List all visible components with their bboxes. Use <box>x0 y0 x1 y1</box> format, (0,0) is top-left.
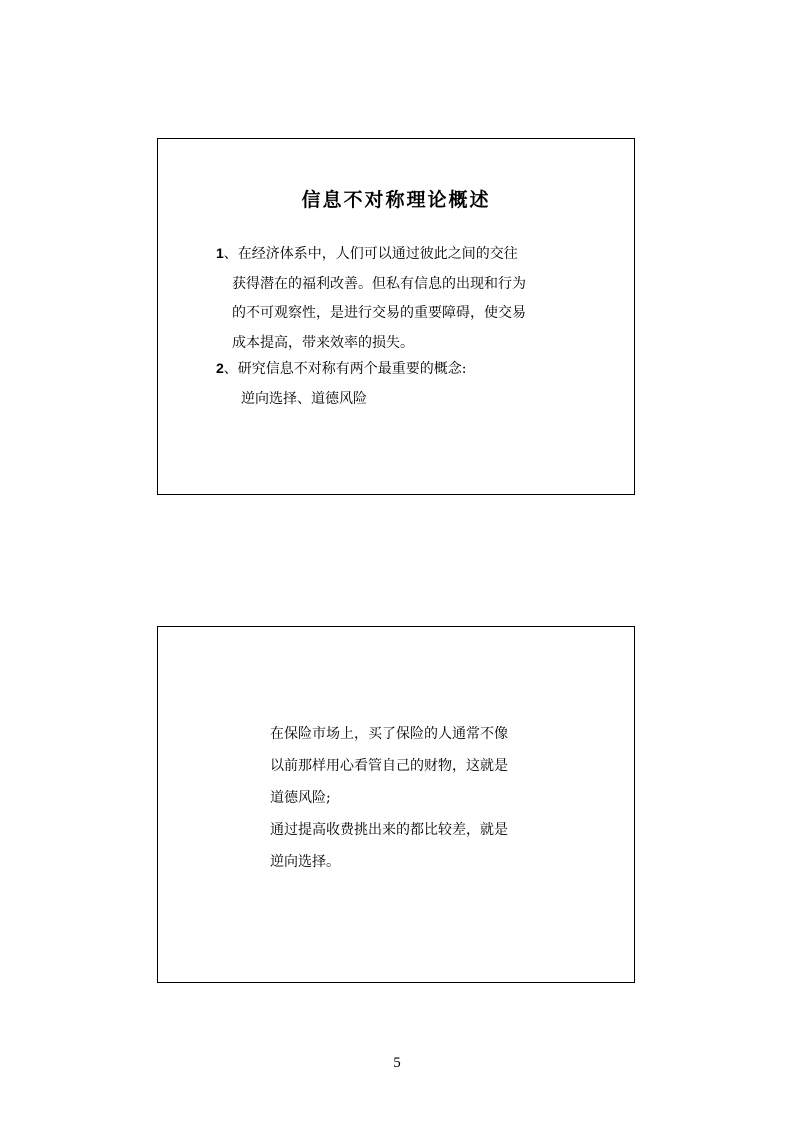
point-line <box>216 239 616 270</box>
point-number: 1 <box>216 245 224 261</box>
slide-2 <box>157 626 635 983</box>
point-line: 的不可观察性，是进行交易的重要障碍，使交易 <box>232 305 526 321</box>
point-line: 逆向选择、道德风险 <box>241 390 367 407</box>
point-2 <box>216 354 616 414</box>
slide-1 <box>157 138 635 495</box>
point-line <box>216 354 616 385</box>
slide-body <box>270 718 600 878</box>
slide-title: 信息不对称理论概述 <box>301 189 491 211</box>
body-line: 逆向选择。 <box>270 854 340 870</box>
body-line: 通过提高收费挑出来的都比较差，就是 <box>270 822 508 838</box>
point-text: 、在经济体系中，人们可以通过彼此之间的交往 <box>223 246 518 262</box>
body-line: 道德风险; <box>270 790 331 806</box>
point-line: 成本提高，带来效率的损失。 <box>232 334 414 351</box>
body-line: 在保险市场上，买了保险的人通常不像 <box>270 726 508 742</box>
body-line: 以前那样用心看管自己的财物，这就是 <box>270 758 508 774</box>
point-line: 获得潜在的福利改善。但私有信息的出现和行为 <box>232 275 526 292</box>
point-number: 2 <box>216 360 224 376</box>
point-text: 、研究信息不对称有两个最重要的概念: <box>223 361 467 377</box>
point-1 <box>216 239 616 358</box>
page-number: 5 <box>393 1055 401 1071</box>
